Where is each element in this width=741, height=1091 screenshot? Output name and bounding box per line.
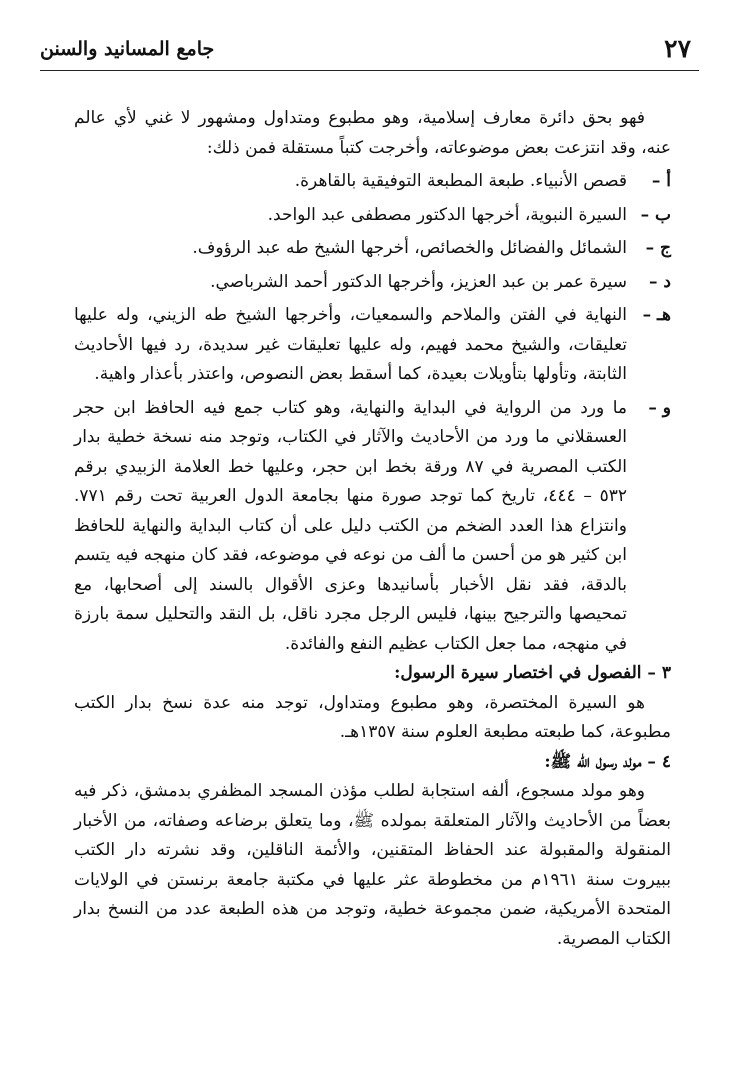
item-marker: أ –	[651, 171, 671, 191]
page-header	[40, 30, 699, 71]
item-text: الشمائل والفضائل والخصائص، أخرجها الشيخ طه عبد الرؤوف.	[192, 238, 627, 258]
list-item	[74, 234, 671, 264]
extracted-books-list	[74, 167, 671, 659]
page-body	[74, 104, 671, 954]
item-text: ما ورد من الرواية في البداية والنهاية، وهو كتاب جمع فيه الحافظ ابن حجر العسقلاني ما ورد من الأحاديث والآثار في الكتاب، وتوجد منه نسخة خطية بدار الكتب المصرية في ٨٧ ورقة بخط ابن حجر، وعليها خط العلامة الزبيدي برقم ٥٣٢ – ٤٤٤، تاريخ كما توجد صورة منها بجامعة الدول العربية تحت رقم ٧٧١. وانتزاع هذا العدد الضخم من الكتب دليل على أن كتاب البداية والنهاية للحافظ ابن كثير هو من أحسن ما ألف من نوعه في موضوعه، فقد كان منهجه فيه يتسم بالدقة، فقد نقل الأخبار بأسانيدها وعزى الأقوال بالسند إلى أصحابها، مع تمحيصها والترجيح بينها، فليس الرجل مجرد ناقل، بل النقد والتحليل سمة بارزة في منهجه، مما جعل الكتاب عظيم النفع والفائدة.	[74, 397, 628, 654]
item-text: النهاية في الفتن والملاحم والسمعيات، وأخرجها الشيخ طه الزيني، وله عليها تعليقات، والشيخ محمد فهيم، وله عليها تعليقات غير سديدة، رد فيها الأحاديث الثابتة، وتأولها بتأويلات بعيدة، كما أسقط بعض النصوص، واعتذر بأعذار واهية.	[74, 305, 627, 384]
item-text: قصص الأنبياء. طبعة المطبعة التوفيقية بالقاهرة.	[294, 171, 627, 191]
section-4-paragraph: وهو مولد مسجوع، ألفه استجابة لطلب مؤذن المسجد المظفري بدمشق، ذكر فيه بعضاً من الأحاديث والآثار المتعلقة بمولده ﷺ، وما يتعلق برضاعه وصفاته، من الأخبار المنقولة والمقبولة عند الحفاظ المتقنين، والأئمة الناقلين، وقد نشرته دار الكتب ببيروت سنة ١٩٦١م من مخطوطة عثر عليها في مكتبة جامعة برنستن في الولايات المتحدة الأمريكية، ضمن مجموعة خطية، وتوجد من هذه الطبعة عدد من النسخ بدار الكتاب المصرية.	[74, 781, 672, 949]
item-text: سيرة عمر بن عبد العزيز، وأخرجها الدكتور أحمد الشرباصي.	[210, 271, 627, 292]
list-item	[74, 301, 671, 390]
list-item	[74, 201, 671, 231]
section-3-paragraph: هو السيرة المختصرة، وهو مطبوع ومتداول، توجد منه عدة نسخ بدار الكتب مطبوعة، كما طبعته مطبعة العلوم سنة ١٣٥٧هـ.	[74, 692, 671, 742]
item-marker: و –	[648, 397, 671, 418]
intro-paragraph: فهو بحق دائرة معارف إسلامية، وهو مطبوع ومتداول ومشهور لا غني لأي عالم عنه، وقد انتزعت بعض موضوعاته، وأخرجت كتباً مستقلة فمن ذلك:	[74, 108, 671, 158]
item-marker: هـ –	[642, 305, 671, 325]
list-item	[74, 167, 671, 197]
item-marker: ب –	[640, 204, 671, 225]
running-title: جامع المسانيد والسنن	[40, 38, 215, 60]
list-item	[74, 268, 671, 298]
section-3-heading: ٣ – الفصول في اختصار سيرة الرسول:	[394, 663, 671, 683]
list-item	[74, 394, 671, 660]
section-4-heading: ٤ – مولد رسول الله ﷺ:	[544, 751, 671, 772]
page-number: ٢٧	[664, 34, 691, 63]
item-text: السيرة النبوية، أخرجها الدكتور مصطفى عبد الواحد.	[267, 204, 627, 225]
item-marker: د –	[649, 271, 671, 292]
item-marker: ج –	[645, 238, 671, 258]
